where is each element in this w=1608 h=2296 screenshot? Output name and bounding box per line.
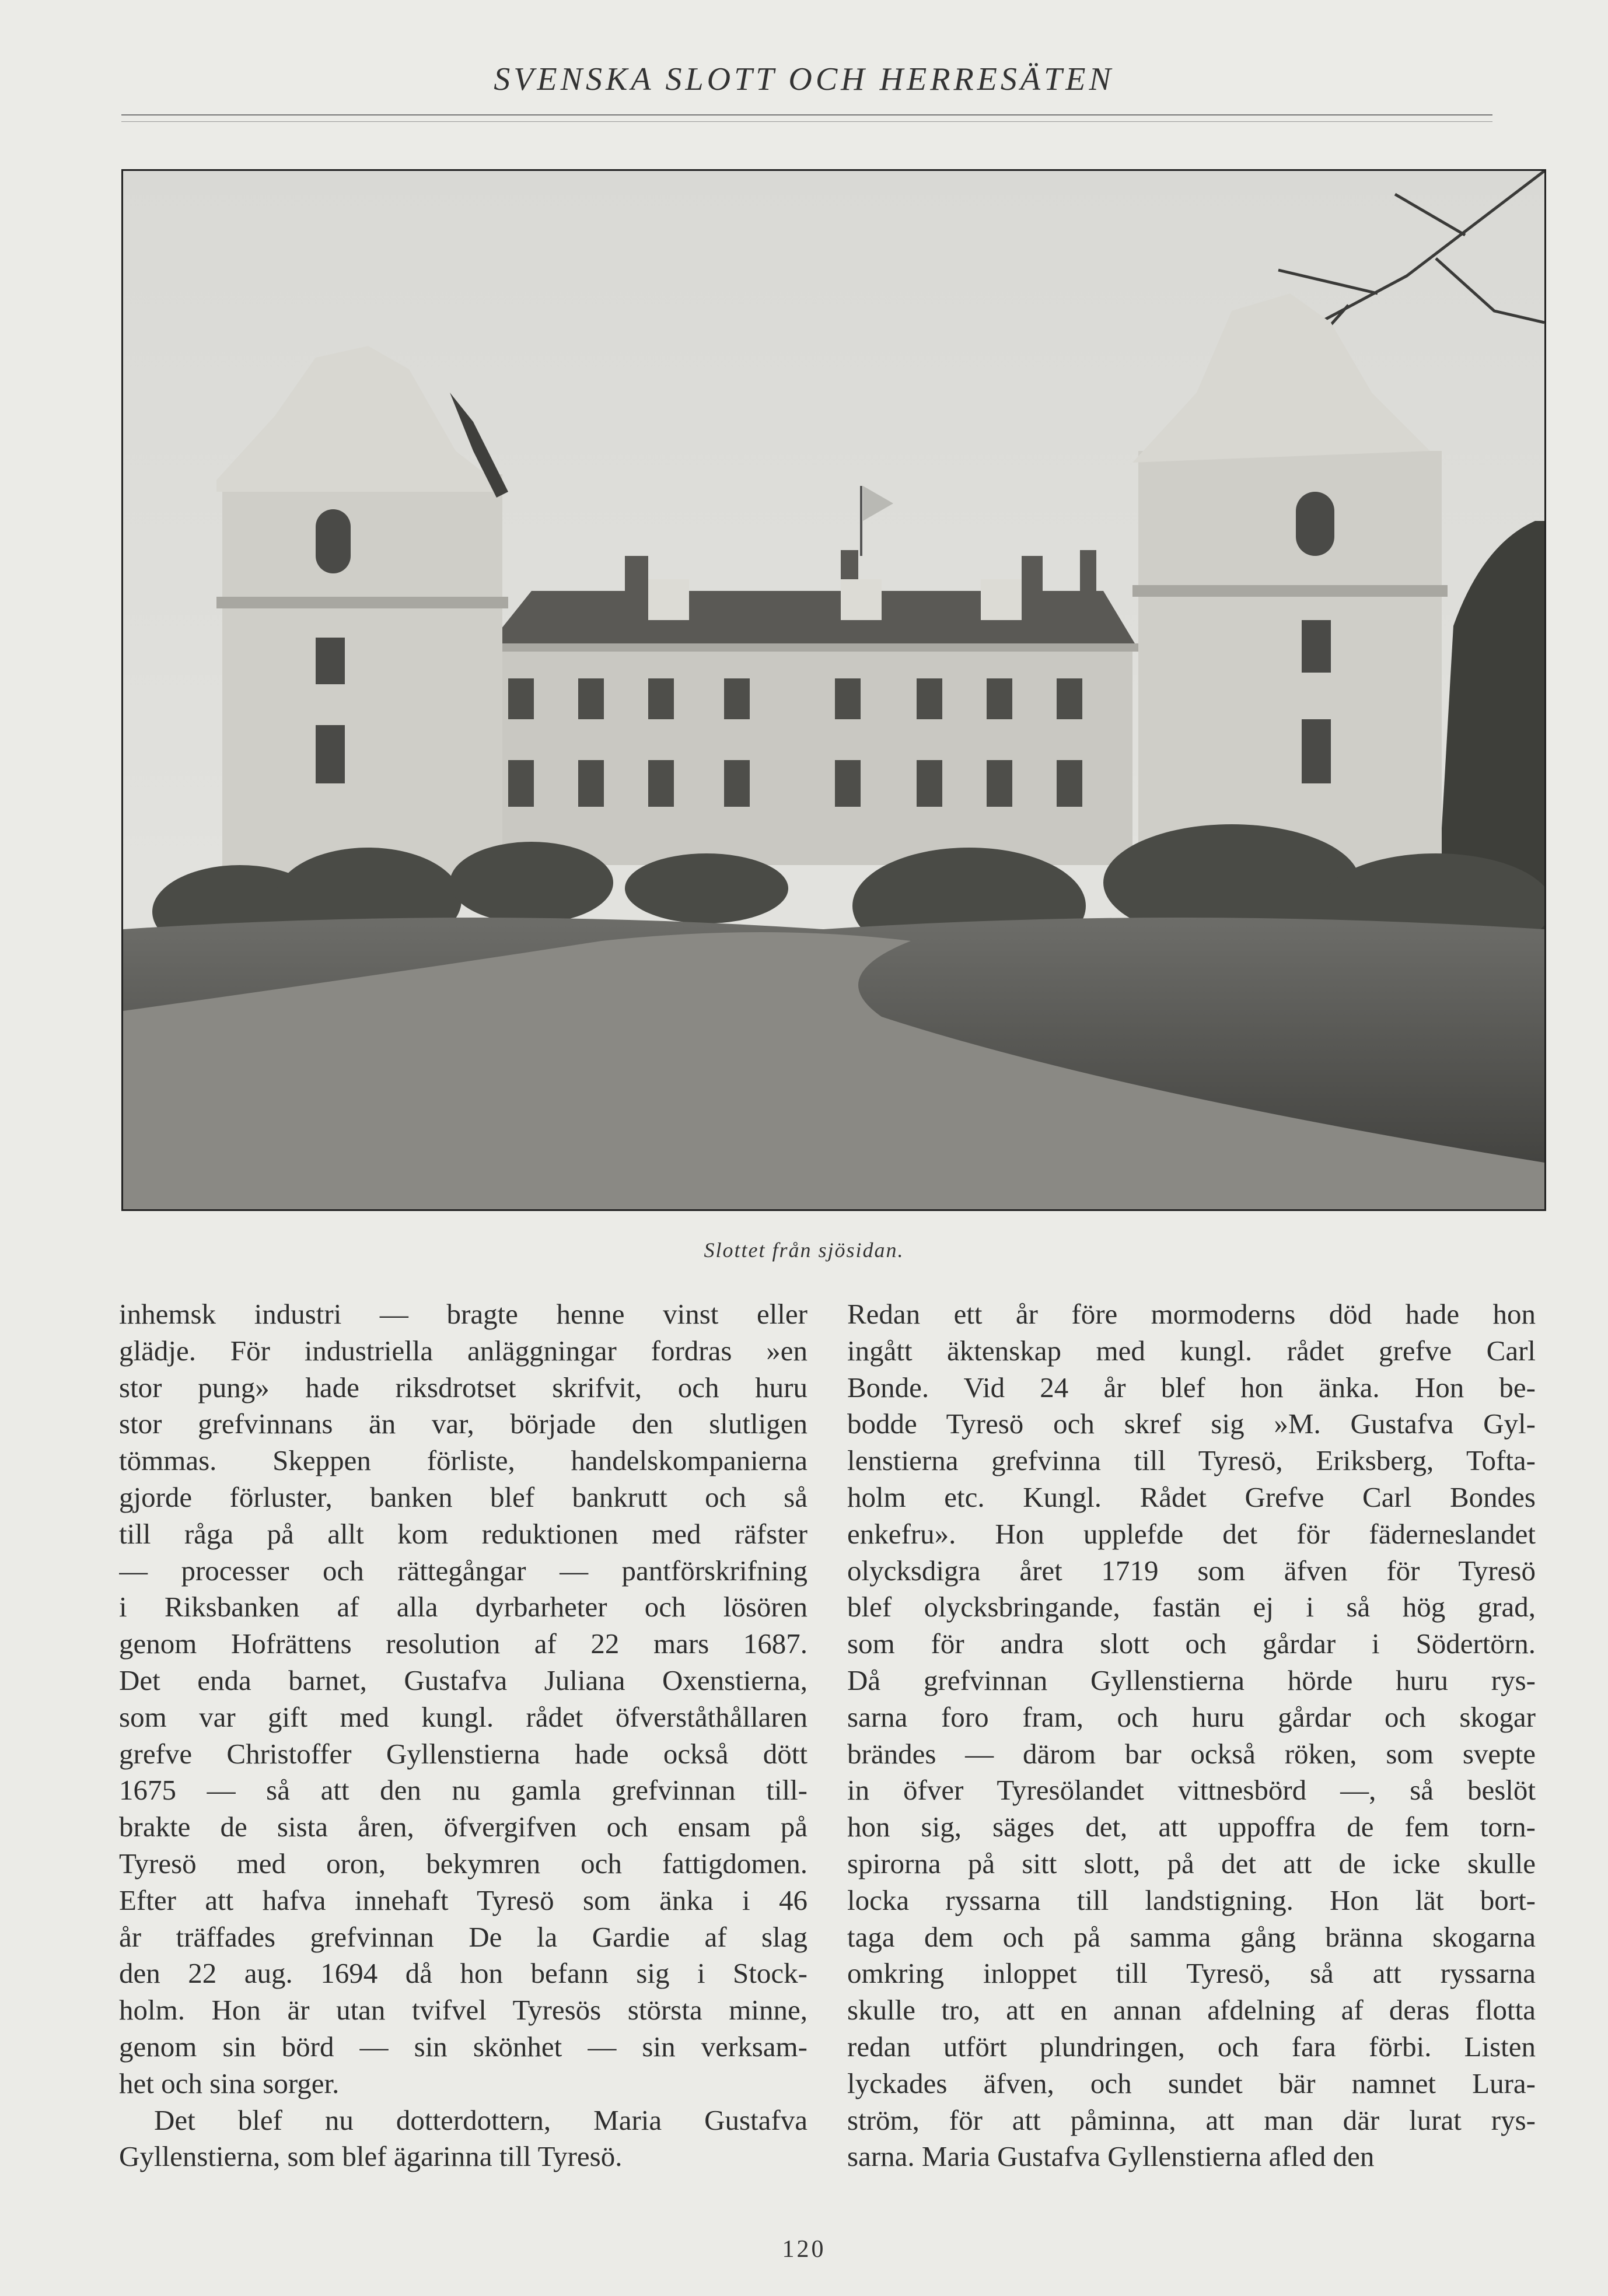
text-line: brändes — därom bar också röken, som svepte (847, 1737, 1536, 1770)
text-line: Bonde. Vid 24 år blef hon änka. Hon be- (847, 1371, 1536, 1404)
text-line: Gyllenstierna, som blef ägarinna till Tyresö. (119, 2140, 623, 2173)
text-line: redan utfört plundringen, och fara förbi. Listen (847, 2030, 1536, 2063)
text-line: holm etc. Kungl. Rådet Grefve Carl Bondes (847, 1480, 1536, 1513)
text-line: tömmas. Skeppen förliste, handelskompanierna (119, 1444, 808, 1477)
text-line: Det enda barnet, Gustafva Juliana Oxenstierna, (119, 1664, 808, 1696)
text-line: Efter att hafva innehaft Tyresö som änka i 46 (119, 1884, 808, 1916)
castle-illustration (123, 171, 1544, 1209)
text-line: grefve Christoffer Gyllenstierna hade också dött (119, 1737, 808, 1770)
text-line: locka ryssarna till landstigning. Hon lät bort- (847, 1884, 1536, 1916)
text-line: Det blef nu dotterdottern, Maria Gustafva (154, 2104, 808, 2136)
text-line: bodde Tyresö och skref sig »M. Gustafva Gyl- (847, 1408, 1536, 1440)
text-line: skulle tro, att en annan afdelning af deras flotta (847, 1994, 1536, 2027)
header-rule-thin (121, 121, 1492, 122)
running-header: SVENSKA SLOTT OCH HERRESÄTEN (494, 61, 1114, 97)
text-line: enkefru». Hon upplefde det för fäderneslandet (847, 1517, 1536, 1550)
text-line: holm. Hon är utan tvifvel Tyresös största minne, (119, 1994, 808, 2027)
text-line: år träffades grefvinnan De la Gardie af slag (119, 1920, 808, 1953)
text-line: genom sin börd — sin skönhet — sin verksam- (119, 2030, 808, 2063)
text-line: Då grefvinnan Gyllenstierna hörde huru rys- (847, 1664, 1536, 1696)
text-line: sarna foro fram, och huru gårdar och skogar (847, 1700, 1536, 1733)
text-line: i Riksbanken af alla dyrbarheter och lösören (119, 1591, 808, 1623)
text-line: stor pung» hade riksdrotset skrifvit, och huru (119, 1371, 808, 1404)
header-rule (121, 114, 1492, 116)
text-line: ingått äktenskap med kungl. rådet grefve Carl (847, 1334, 1536, 1367)
text-line: glädje. För industriella anläggningar fordras »en (119, 1334, 808, 1367)
text-line: ström, för att påminna, att man där lurat rys- (847, 2104, 1536, 2136)
text-line: olycksdigra året 1719 som äfven för Tyresö (847, 1554, 1536, 1587)
text-line: stor grefvinnans än var, började den slutligen (119, 1408, 808, 1440)
text-line: 1675 — så att den nu gamla grefvinnan till- (119, 1774, 808, 1807)
text-line: omkring inloppet till Tyresö, så att ryssarna (847, 1957, 1536, 1990)
text-line: spirorna på sitt slott, på det att de icke skulle (847, 1847, 1536, 1880)
text-line: Tyresö med oron, bekymren och fattigdomen. (119, 1847, 808, 1880)
text-line: lenstierna grefvinna till Tyresö, Eriksberg, Tofta- (847, 1444, 1536, 1477)
page-number: 120 (782, 2236, 826, 2263)
text-line: inhemsk industri — bragte henne vinst eller (119, 1298, 808, 1330)
text-line: gjorde förluster, banken blef bankrutt och så (119, 1480, 808, 1513)
photo-caption: Slottet från sjösidan. (704, 1238, 904, 1262)
text-line: in öfver Tyresölandet vittnesbörd —, så beslöt (847, 1774, 1536, 1807)
castle-photograph (121, 169, 1546, 1211)
text-line: — processer och rättegångar — pantförskrifning (119, 1554, 808, 1587)
text-line: hon sig, säges det, att uppoffra de fem torn- (847, 1811, 1536, 1843)
text-line: den 22 aug. 1694 då hon befann sig i Stock- (119, 1957, 808, 1990)
text-line: het och sina sorger. (119, 2067, 340, 2099)
right-column-text (847, 1296, 1536, 2175)
text-line: till råga på allt kom reduktionen med räfster (119, 1517, 808, 1550)
text-line: lyckades äfven, och sundet bär namnet Lura- (847, 2067, 1536, 2099)
text-line: taga dem och på samma gång bränna skogarna (847, 1920, 1536, 1953)
text-line: sarna. Maria Gustafva Gyllenstierna afled den (847, 2140, 1375, 2173)
text-line: brakte de sista åren, öfvergifven och ensam på (119, 1811, 808, 1843)
text-line: blef olycksbringande, fastän ej i så hög grad, (847, 1591, 1536, 1623)
text-line: som var gift med kungl. rådet öfverståthållaren (119, 1700, 808, 1733)
text-line: som för andra slott och gårdar i Södertörn. (847, 1628, 1536, 1660)
left-column-text (119, 1296, 808, 2175)
text-line: Redan ett år före mormoderns död hade hon (847, 1298, 1536, 1330)
text-line: genom Hofrättens resolution af 22 mars 1687. (119, 1628, 808, 1660)
